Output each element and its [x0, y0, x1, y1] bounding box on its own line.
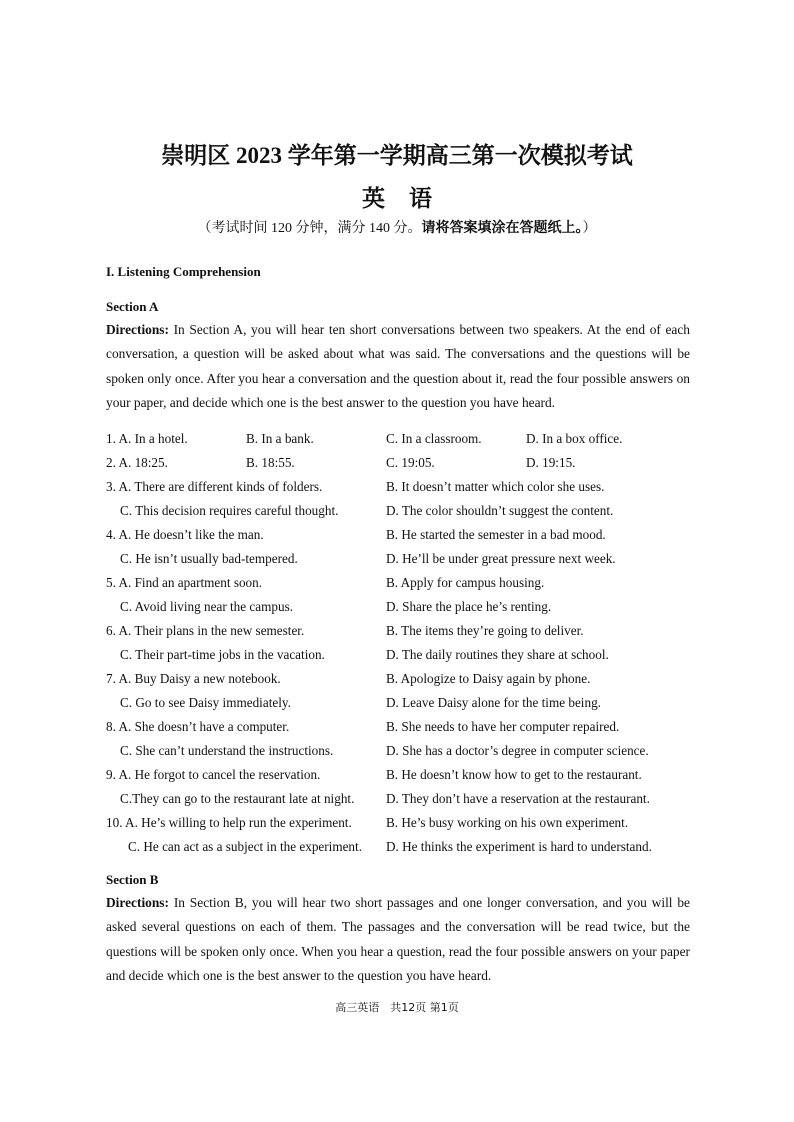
- option-b: B. Apologize to Daisy again by phone.: [386, 671, 591, 686]
- section-b-directions: [106, 891, 690, 989]
- option-b: B. In a bank.: [246, 431, 314, 446]
- question-3-row-2: [106, 499, 706, 523]
- option-c: C. He can act as a subject in the experiment.: [128, 839, 362, 854]
- option-a: 5. A. Find an apartment soon.: [106, 575, 263, 590]
- directions-text: In Section A, you will hear ten short conversations between two speakers. At the end of each conversation, a question will be asked about what was said. The conversations and the questions will be spoken only once. After you hear a conversation and the question about it, read the four possible answers on your paper, and decide which one is the best answer to the question you have heard.: [106, 322, 690, 411]
- question-7-row-1: [106, 667, 706, 691]
- directions-text: In Section B, you will hear two short passages and one longer conversation, and you will be asked several questions on each of them. The passages and the conversation will be read twice, but the questions will be spoken only once. When you hear a question, read the four possible answers on your paper and decide which one is the best answer to the question you have heard.: [106, 895, 690, 984]
- option-b: B. She needs to have her computer repaired.: [386, 719, 620, 734]
- option-b: B. 18:55.: [246, 455, 295, 470]
- section-a-heading: Section A: [106, 299, 159, 314]
- section-a-directions: [106, 318, 690, 416]
- option-d: D. 19:15.: [526, 455, 576, 470]
- option-a: 8. A. She doesn’t have a computer.: [106, 719, 290, 734]
- directions-label: Directions:: [106, 895, 169, 910]
- option-a: 9. A. He forgot to cancel the reservation.: [106, 767, 321, 782]
- option-c: C. She can’t understand the instructions.: [120, 743, 334, 758]
- question-7-row-2: [106, 691, 706, 715]
- question-list: [106, 427, 706, 859]
- option-d: D. He thinks the experiment is hard to understand.: [386, 839, 652, 854]
- option-b: B. He started the semester in a bad mood.: [386, 527, 606, 542]
- option-d: D. In a box office.: [526, 431, 623, 446]
- exam-instructions: [0, 217, 794, 237]
- section-b-heading: Section B: [106, 872, 159, 887]
- question-3-row-1: [106, 475, 706, 499]
- option-c: C. In a classroom.: [386, 431, 482, 446]
- question-8-row-1: [106, 715, 706, 739]
- option-c: C. He isn’t usually bad-tempered.: [120, 551, 298, 566]
- exam-title: 崇明区 2023 学年第一学期高三第一次模拟考试: [161, 143, 633, 168]
- option-b: B. Apply for campus housing.: [386, 575, 545, 590]
- option-c: C. 19:05.: [386, 455, 435, 470]
- option-b: B. It doesn’t matter which color she uses.: [386, 479, 605, 494]
- option-d: D. Leave Daisy alone for the time being.: [386, 695, 601, 710]
- option-d: D. The daily routines they share at school.: [386, 647, 609, 662]
- option-c: C. This decision requires careful thought.: [120, 503, 339, 518]
- question-2: [106, 451, 706, 475]
- option-b: B. He doesn’t know how to get to the restaurant.: [386, 767, 642, 782]
- exam-subject: 英语: [362, 186, 456, 211]
- option-c: C. Their part-time jobs in the vacation.: [120, 647, 325, 662]
- option-d: D. He’ll be under great pressure next week.: [386, 551, 616, 566]
- option-a: 10. A. He’s willing to help run the experiment.: [106, 815, 352, 830]
- option-d: D. Share the place he’s renting.: [386, 599, 552, 614]
- option-a: 3. A. There are different kinds of folders.: [106, 479, 323, 494]
- question-4-row-2: [106, 547, 706, 571]
- instructions-bold: 请将答案填涂在答题纸上。: [421, 221, 583, 236]
- option-a: 4. A. He doesn’t like the man.: [106, 527, 264, 542]
- option-a: 2. A. 18:25.: [106, 455, 168, 470]
- option-c: C. Avoid living near the campus.: [120, 599, 293, 614]
- question-5-row-1: [106, 571, 706, 595]
- option-b: B. He’s busy working on his own experiment.: [386, 815, 629, 830]
- option-c: C. Go to see Daisy immediately.: [120, 695, 291, 710]
- option-a: 7. A. Buy Daisy a new notebook.: [106, 671, 281, 686]
- option-a: 1. A. In a hotel.: [106, 431, 188, 446]
- part-heading: I. Listening Comprehension: [106, 264, 261, 279]
- question-6-row-2: [106, 643, 706, 667]
- instructions-plain: （考试时间 120 分钟，满分 140 分。: [197, 221, 422, 236]
- question-10-row-2: [106, 835, 706, 859]
- instructions-end: ）: [582, 221, 597, 236]
- question-8-row-2: [106, 739, 706, 763]
- question-6-row-1: [106, 619, 706, 643]
- page-footer: 高三英语 共12页 第1页: [335, 1001, 459, 1014]
- directions-label: Directions:: [106, 322, 169, 337]
- option-d: D. The color shouldn’t suggest the content.: [386, 503, 614, 518]
- option-c: C.They can go to the restaurant late at night.: [120, 791, 355, 806]
- question-9-row-1: [106, 763, 706, 787]
- question-10-row-1: [106, 811, 706, 835]
- option-d: D. They don’t have a reservation at the restaurant.: [386, 791, 650, 806]
- question-5-row-2: [106, 595, 706, 619]
- question-9-row-2: [106, 787, 706, 811]
- option-b: B. The items they’re going to deliver.: [386, 623, 584, 638]
- question-1: [106, 427, 706, 451]
- option-d: D. She has a doctor’s degree in computer science.: [386, 743, 649, 758]
- option-a: 6. A. Their plans in the new semester.: [106, 623, 305, 638]
- question-4-row-1: [106, 523, 706, 547]
